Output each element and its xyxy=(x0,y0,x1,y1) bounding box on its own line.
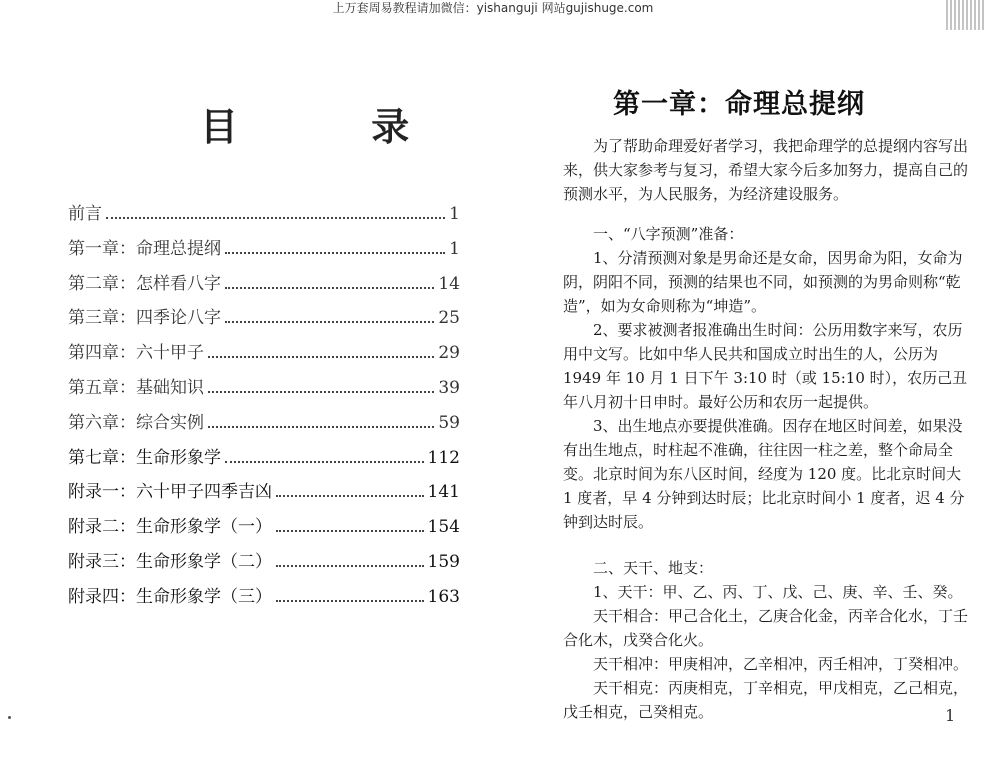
toc-item-label: 附录四：生命形象学（三） xyxy=(68,586,272,607)
toc-item-chapter-1[interactable] xyxy=(68,234,460,269)
toc-item-appendix-4[interactable] xyxy=(68,582,460,617)
toc-list xyxy=(68,199,460,617)
toc-leader-dots xyxy=(225,460,424,463)
toc-item-label: 附录三：生命形象学（二） xyxy=(68,551,272,572)
toc-item-label: 附录一：六十甲子四季吉凶 xyxy=(68,482,272,503)
scan-speck xyxy=(8,716,11,719)
toc-item-page: 163 xyxy=(427,586,460,607)
toc-item-page: 159 xyxy=(427,551,460,572)
toc-item-page: 14 xyxy=(438,273,460,294)
toc-leader-dots xyxy=(276,564,424,567)
toc-leader-dots xyxy=(106,216,445,219)
toc-item-chapter-3[interactable] xyxy=(68,303,460,338)
toc-item-page: 154 xyxy=(427,517,460,538)
toc-leader-dots xyxy=(208,425,434,428)
toc-leader-dots xyxy=(225,286,434,289)
toc-item-appendix-1[interactable] xyxy=(68,477,460,512)
toc-item-label: 第七章：生命形象学 xyxy=(68,447,221,468)
chapter-page xyxy=(493,16,986,762)
chapter-title: 第一章：命理总提纲 xyxy=(613,89,865,120)
toc-item-label: 第四章：六十甲子 xyxy=(68,343,204,364)
toc-item-page: 141 xyxy=(427,482,460,503)
toc-item-page: 25 xyxy=(438,308,460,329)
intro-paragraph: 为了帮助命理爱好者学习，我把命理学的总提纲内容写出来，供大家参考与复习，希望大家今后多加努力，提高自己的预测水平，为人民服务，为经济建设服务。 xyxy=(563,137,969,203)
paragraph: 天干相合：甲己合化土，乙庚合化金，丙辛合化水，丁壬合化木，戊癸合化火。 xyxy=(563,607,969,649)
paragraph: 天干相克：丙庚相克，丁辛相克，甲戊相克，乙己相克，戊壬相克，己癸相克。 xyxy=(563,679,969,721)
toc-item-label: 第六章：综合实例 xyxy=(68,412,204,433)
toc-item-preface[interactable] xyxy=(68,199,460,234)
toc-item-chapter-7[interactable] xyxy=(68,443,460,478)
toc-leader-dots xyxy=(225,320,434,323)
paragraph: 天干相冲：甲庚相冲，乙辛相冲，丙壬相冲，丁癸相冲。 xyxy=(593,655,969,673)
toc-item-label: 第一章：命理总提纲 xyxy=(68,238,221,259)
toc-item-chapter-4[interactable] xyxy=(68,338,460,373)
toc-item-label: 附录二：生命形象学（一） xyxy=(68,517,272,538)
toc-page xyxy=(0,16,493,762)
page-number: 1 xyxy=(945,706,956,725)
paragraph: 1、分清预测对象是男命还是女命，因男命为阳，女命为阴，阴阳不同，预测的结果也不同，如预测的为男命则称“乾造”，如为女命则称为“坤造”。 xyxy=(563,249,963,315)
toc-leader-dots xyxy=(208,390,434,393)
toc-item-page: 59 xyxy=(438,412,460,433)
toc-item-label: 第二章：怎样看八字 xyxy=(68,273,221,294)
toc-item-chapter-6[interactable] xyxy=(68,408,460,443)
toc-item-page: 1 xyxy=(449,238,460,259)
chapter-body xyxy=(563,134,973,724)
section-heading: 一、“八字预测”准备： xyxy=(593,225,744,243)
paragraph: 2、要求被测者报准确出生时间：公历用数字来写，农历用中文写。比如中华人民共和国成立时出生的人，公历为 1949 年 10 月 1 日下午 3:10 时（或 15:10 时），农历己丑年八月初十日申时。最好公历和农历一起提供。 xyxy=(563,321,968,411)
watermark-header: 上万套周易教程请加微信：yishanguji 网站gujishuge.com xyxy=(332,1,654,15)
toc-leader-dots xyxy=(225,251,445,254)
toc-item-label: 第三章：四季论八字 xyxy=(68,308,221,329)
toc-item-page: 1 xyxy=(449,204,460,224)
toc-title: 目 录 xyxy=(200,105,470,149)
paragraph: 3、出生地点亦要提供准确。因存在地区时间差，如果没有出生地点，时柱起不准确，往往因一柱之差，整个命局全变。北京时间为东八区时间，经度为 120 度。比北京时间大 1 度者，早 4 分钟到达时辰；比北京时间小 1 度者，迟 4 分钟到达时辰。 xyxy=(563,417,965,531)
paragraph: 1、天干：甲、乙、丙、丁、戊、己、庚、辛、壬、癸。 xyxy=(593,583,963,601)
toc-leader-dots xyxy=(208,355,434,358)
toc-leader-dots xyxy=(276,529,424,532)
toc-item-appendix-2[interactable] xyxy=(68,512,460,547)
toc-item-page: 29 xyxy=(438,343,460,364)
toc-item-appendix-3[interactable] xyxy=(68,547,460,582)
toc-item-label: 前言 xyxy=(68,204,102,224)
toc-item-page: 39 xyxy=(438,377,460,398)
section-heading: 二、天干、地支： xyxy=(593,559,714,577)
toc-leader-dots xyxy=(276,494,424,497)
toc-leader-dots xyxy=(276,599,424,602)
toc-item-page: 112 xyxy=(427,447,460,468)
toc-item-chapter-5[interactable] xyxy=(68,373,460,408)
toc-item-chapter-2[interactable] xyxy=(68,269,460,304)
toc-item-label: 第五章：基础知识 xyxy=(68,377,204,398)
